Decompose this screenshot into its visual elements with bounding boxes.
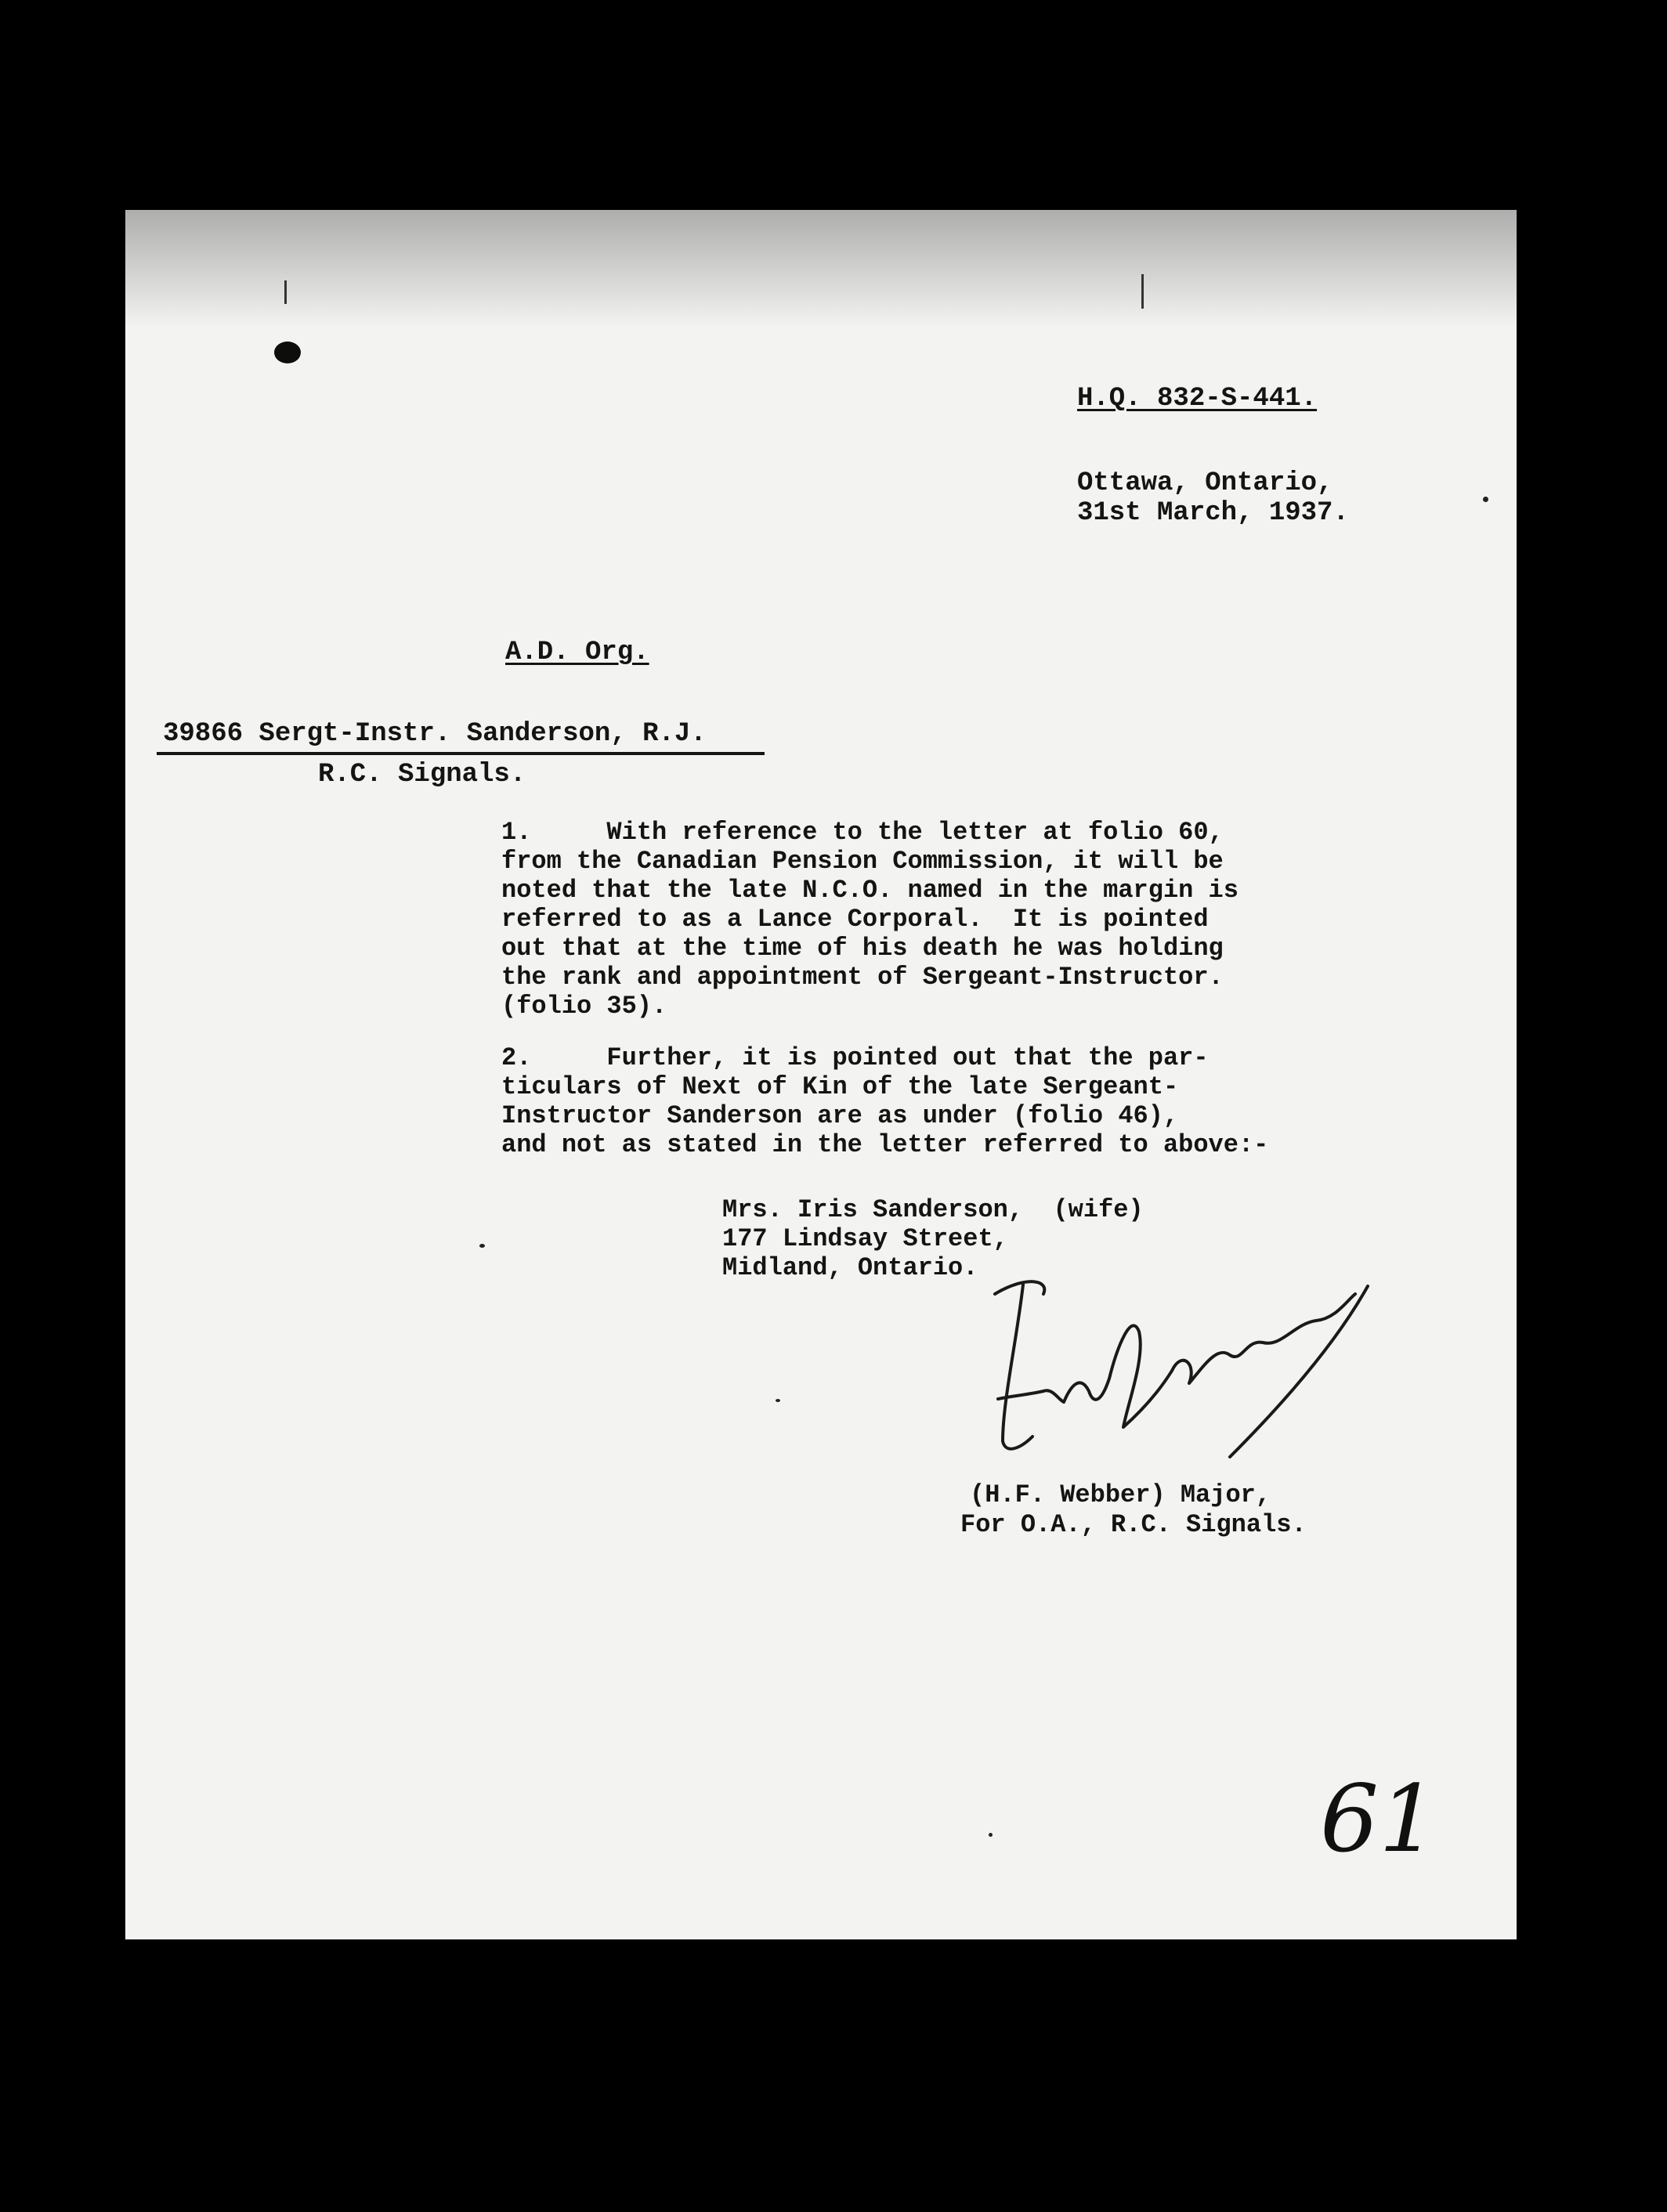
file-reference: H.Q. 832-S-441. <box>1077 384 1318 414</box>
paragraph-line: and not as stated in the letter referred to above:- <box>501 1130 1269 1159</box>
ink-speck <box>776 1399 780 1402</box>
paragraph-line: out that at the time of his death he was holding <box>501 934 1224 963</box>
letter-page <box>125 210 1517 1939</box>
paragraph-1 <box>501 818 1238 1021</box>
address-line: 177 Lindsay Street, <box>722 1224 1008 1253</box>
handwritten-signature <box>971 1245 1394 1473</box>
paragraph-line: Instructor Sanderson are as under (folio 46), <box>501 1101 1179 1130</box>
paragraph-2 <box>501 1043 1268 1159</box>
addressee: A.D. Org. <box>505 638 649 667</box>
subject-line-1: 39866 Sergt-Instr. Sanderson, R.J. <box>163 719 707 749</box>
signature-block <box>960 1480 1307 1540</box>
signatory-office: For O.A., R.C. Signals. <box>960 1510 1307 1539</box>
subject-line-2: R.C. Signals. <box>318 760 526 790</box>
paragraph-line: from the Canadian Pension Commission, it will be <box>501 847 1224 876</box>
scan-shadow <box>125 210 1517 327</box>
paragraph-line: referred to as a Lance Corporal. It is pointed <box>501 905 1209 934</box>
crease-mark-left <box>284 280 287 304</box>
address-line: Midland, Ontario. <box>722 1253 978 1282</box>
paragraph-line: ticulars of Next of Kin of the late Sergeant- <box>501 1072 1179 1101</box>
folio-number: 61 <box>1320 1765 1438 1873</box>
paragraph-line: noted that the late N.C.O. named in the margin is <box>501 876 1238 905</box>
address-line: Mrs. Iris Sanderson, (wife) <box>722 1195 1144 1224</box>
paragraph-line: 2. Further, it is pointed out that the par- <box>501 1043 1209 1072</box>
paragraph-line: 1. With reference to the letter at folio 60, <box>501 818 1224 847</box>
paragraph-line: (folio 35). <box>501 992 667 1021</box>
letter-date: 31st March, 1937. <box>1077 498 1349 528</box>
letter-place: Ottawa, Ontario, <box>1077 468 1333 498</box>
ink-speck <box>989 1833 993 1837</box>
paragraph-line: the rank and appointment of Sergeant-Instructor. <box>501 963 1224 992</box>
ink-speck <box>1483 497 1488 502</box>
ink-speck <box>479 1244 485 1248</box>
crease-mark-right <box>1141 274 1144 309</box>
punch-hole-mark <box>274 342 301 363</box>
subject-underline <box>157 752 765 755</box>
signatory-name: (H.F. Webber) Major, <box>970 1480 1271 1509</box>
